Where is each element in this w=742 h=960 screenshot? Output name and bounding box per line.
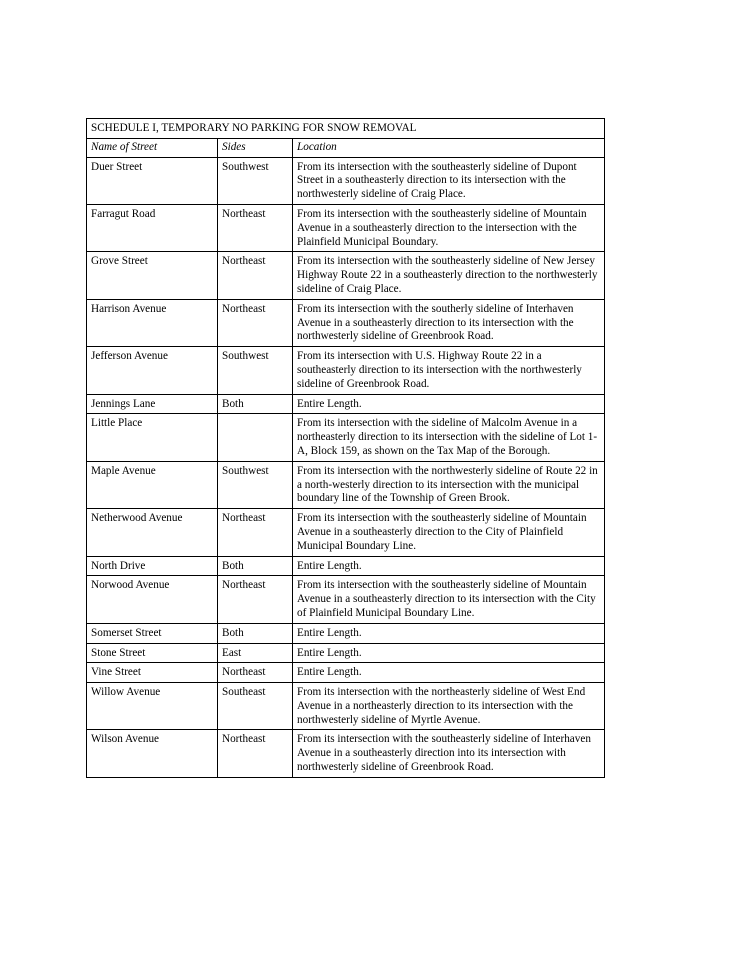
location-cell: From its intersection with the sideline of Malcolm Avenue in a northeasterly direction to its intersection with the sideline of Lot 1-A, Block 159, as shown on the Tax Map of the Borough.: [293, 414, 605, 461]
location-cell: From its intersection with the southeasterly sideline of Mountain Avenue in a southeasterly direction to the City of Plainfield Municipal Boundary Line.: [293, 509, 605, 556]
street-name-cell: Duer Street: [87, 157, 218, 204]
street-name-cell: Farragut Road: [87, 204, 218, 251]
table-row: [87, 509, 605, 556]
street-name-cell: Harrison Avenue: [87, 299, 218, 346]
sides-cell: Southwest: [218, 461, 293, 508]
sides-cell: East: [218, 643, 293, 663]
sides-cell: Both: [218, 623, 293, 643]
street-name-cell: Little Place: [87, 414, 218, 461]
location-cell: From its intersection with the southeasterly sideline of Dupont Street in a southeasterly direction to its intersection with the northwesterly sideline of Craig Place.: [293, 157, 605, 204]
location-cell: From its intersection with the southeasterly sideline of Interhaven Avenue in a southeasterly direction into its intersection with northwesterly sideline of Greenbrook Road.: [293, 730, 605, 777]
location-cell: From its intersection with U.S. Highway Route 22 in a southeasterly direction to its intersection with the northwesterly sideline of Greenbrook Road.: [293, 347, 605, 394]
table-row: [87, 252, 605, 299]
street-name-cell: Vine Street: [87, 663, 218, 683]
table-row: [87, 730, 605, 777]
title-row: [87, 119, 605, 139]
street-name-cell: Wilson Avenue: [87, 730, 218, 777]
sides-cell: Northeast: [218, 576, 293, 623]
sides-cell: Southeast: [218, 683, 293, 730]
sides-cell: Northeast: [218, 663, 293, 683]
table-row: [87, 556, 605, 576]
column-header-sides: Sides: [218, 138, 293, 157]
table-row: [87, 204, 605, 251]
table-row: [87, 461, 605, 508]
table-row: [87, 347, 605, 394]
location-cell: From its intersection with the southeasterly sideline of New Jersey Highway Route 22 in a southeasterly direction to the northwesterly sideline of Craig Place.: [293, 252, 605, 299]
table-row: [87, 394, 605, 414]
sides-cell: Both: [218, 556, 293, 576]
sides-cell: Northeast: [218, 730, 293, 777]
street-name-cell: North Drive: [87, 556, 218, 576]
table-row: [87, 576, 605, 623]
table-row: [87, 643, 605, 663]
sides-cell: Northeast: [218, 509, 293, 556]
street-name-cell: Jefferson Avenue: [87, 347, 218, 394]
location-cell: From its intersection with the southeasterly sideline of Mountain Avenue in a southeasterly direction to its intersection with the City of Plainfield Municipal Boundary Line.: [293, 576, 605, 623]
sides-cell: Both: [218, 394, 293, 414]
street-name-cell: Grove Street: [87, 252, 218, 299]
street-name-cell: Jennings Lane: [87, 394, 218, 414]
column-header-location: Location: [293, 138, 605, 157]
column-header-street: Name of Street: [87, 138, 218, 157]
table-row: [87, 683, 605, 730]
street-name-cell: Netherwood Avenue: [87, 509, 218, 556]
sides-cell: Northeast: [218, 299, 293, 346]
street-name-cell: Maple Avenue: [87, 461, 218, 508]
street-name-cell: Somerset Street: [87, 623, 218, 643]
location-cell: From its intersection with the southeasterly sideline of Mountain Avenue in a southeasterly direction to the intersection with the Plainfield Municipal Boundary.: [293, 204, 605, 251]
sides-cell: [218, 414, 293, 461]
table-title: SCHEDULE I, TEMPORARY NO PARKING FOR SNOW REMOVAL: [87, 119, 605, 139]
location-cell: Entire Length.: [293, 623, 605, 643]
street-name-cell: Willow Avenue: [87, 683, 218, 730]
location-cell: From its intersection with the northwesterly sideline of Route 22 in a north-westerly direction to its intersection with the municipal boundary line of the Township of Green Brook.: [293, 461, 605, 508]
location-cell: Entire Length.: [293, 394, 605, 414]
street-name-cell: Norwood Avenue: [87, 576, 218, 623]
sides-cell: Southwest: [218, 157, 293, 204]
table-row: [87, 623, 605, 643]
table-row: [87, 299, 605, 346]
table-row: [87, 157, 605, 204]
sides-cell: Northeast: [218, 252, 293, 299]
location-cell: Entire Length.: [293, 663, 605, 683]
street-name-cell: Stone Street: [87, 643, 218, 663]
table-body: [87, 157, 605, 777]
schedule-table: [86, 118, 605, 778]
location-cell: From its intersection with the southerly sideline of Interhaven Avenue in a southeasterly direction to its intersection with the northwesterly sideline of Greenbrook Road.: [293, 299, 605, 346]
location-cell: From its intersection with the northeasterly sideline of West End Avenue in a northeasterly direction to its intersection with the northwesterly sideline of Myrtle Avenue.: [293, 683, 605, 730]
table-row: [87, 414, 605, 461]
location-cell: Entire Length.: [293, 643, 605, 663]
header-row: [87, 138, 605, 157]
table-row: [87, 663, 605, 683]
sides-cell: Northeast: [218, 204, 293, 251]
location-cell: Entire Length.: [293, 556, 605, 576]
sides-cell: Southwest: [218, 347, 293, 394]
